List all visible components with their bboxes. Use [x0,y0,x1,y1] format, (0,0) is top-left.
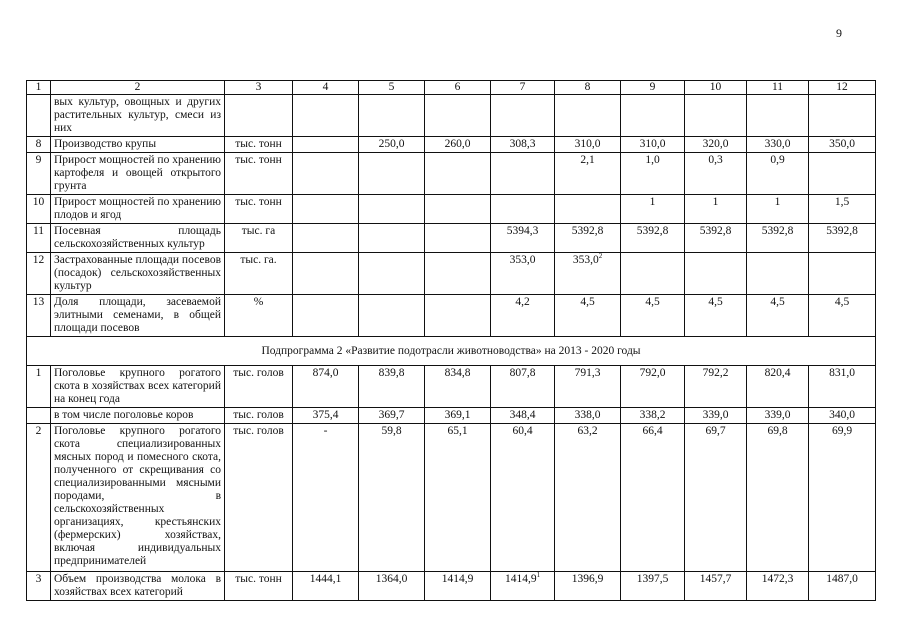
value-cell [425,366,491,408]
row-unit [225,95,293,137]
row-description: Посевная площадь сельскохозяйственных культур [51,224,225,253]
value-cell [555,95,621,137]
cell-value: 874,0 [312,367,339,379]
table-row [27,153,876,195]
row-number: 3 [27,572,51,601]
cell-value: 340,0 [829,409,855,421]
cell-value: 66,4 [642,425,663,437]
cell-value: 5392,8 [699,225,732,237]
value-cell [425,224,491,253]
header-cell: 8 [555,81,621,95]
cell-value: 4,5 [645,296,660,308]
header-cell: 10 [685,81,747,95]
value-cell [491,224,555,253]
value-cell [359,224,425,253]
header-cell: 1 [27,81,51,95]
value-cell [555,137,621,153]
table-row [27,424,876,572]
value-cell [359,295,425,337]
value-cell [425,153,491,195]
table-row [27,572,876,601]
value-cell [621,424,685,572]
value-cell [359,153,425,195]
value-cell [621,295,685,337]
indicators-table [26,80,876,601]
value-cell [621,137,685,153]
header-cell: 12 [809,81,876,95]
value-cell [293,295,359,337]
row-description: в том числе поголовье коров [51,408,225,424]
value-cell [809,408,876,424]
value-cell [359,424,425,572]
cell-value: 792,0 [639,367,666,379]
cell-value: 1 [712,196,719,208]
cell-value: 1 [774,196,781,208]
value-cell [747,408,809,424]
row-unit: тыс. га. [225,253,293,295]
value-cell [293,366,359,408]
cell-value: 375,4 [312,409,339,421]
cell-value: 350,0 [829,138,855,150]
value-cell [555,424,621,572]
value-cell [555,195,621,224]
value-cell [425,572,491,601]
value-cell [425,424,491,572]
row-number: 9 [27,153,51,195]
cell-value: 308,3 [509,138,536,150]
row-unit: % [225,295,293,337]
value-cell [685,153,747,195]
subprogram-title: Подпрограмма 2 «Развитие подотрасли животноводства» на 2013 - 2020 годы [27,337,876,366]
value-cell [293,195,359,224]
row-unit: тыс. тонн [225,195,293,224]
value-cell [621,572,685,601]
row-unit: тыс. га [225,224,293,253]
value-cell [621,153,685,195]
cell-value: 5392,8 [636,225,669,237]
value-cell [685,224,747,253]
value-cell [359,572,425,601]
cell-value: 60,4 [512,425,533,437]
value-cell [491,366,555,408]
value-cell [425,408,491,424]
cell-value: 1,0 [645,154,660,166]
value-cell [359,195,425,224]
row-number: 2 [27,424,51,572]
value-cell [555,253,621,295]
value-cell [747,95,809,137]
cell-value: 260,0 [444,138,471,150]
row-description: Прирост мощностей по хранению картофеля и овощей открытого грунта [51,153,225,195]
row-number: 12 [27,253,51,295]
value-cell [685,195,747,224]
value-cell [491,137,555,153]
cell-value: 1364,0 [375,573,408,585]
row-number [27,95,51,137]
cell-value: 1396,9 [571,573,604,585]
value-cell [621,253,685,295]
cell-value: 1414,9 [504,573,537,585]
value-cell [621,366,685,408]
value-cell [809,572,876,601]
footnote-marker: 1 [536,571,541,580]
value-cell [685,295,747,337]
cell-value: 339,0 [702,409,729,421]
value-cell [293,224,359,253]
row-description: Поголовье крупного рогатого скота в хозяйствах всех категорий на конец года [51,366,225,408]
row-description: Застрахованные площади посевов (посадок) сельскохозяйственных культур [51,253,225,295]
header-cell: 11 [747,81,809,95]
row-number: 11 [27,224,51,253]
row-unit: тыс. тонн [225,137,293,153]
cell-value: 338,2 [639,409,666,421]
value-cell [491,295,555,337]
cell-value: 1444,1 [309,573,342,585]
cell-value: 1457,7 [699,573,732,585]
value-cell [747,137,809,153]
table-row [27,366,876,408]
header-cell: 2 [51,81,225,95]
value-cell [293,572,359,601]
value-cell [293,153,359,195]
cell-value: 59,8 [381,425,402,437]
header-cell: 6 [425,81,491,95]
value-cell [685,572,747,601]
cell-value: 69,8 [767,425,788,437]
table-row [27,95,876,137]
header-cell: 7 [491,81,555,95]
table-row [27,195,876,224]
cell-value: 63,2 [577,425,598,437]
value-cell [555,295,621,337]
cell-value: 839,8 [378,367,405,379]
header-row [27,81,876,95]
cell-value: 831,0 [829,367,855,379]
value-cell [621,408,685,424]
value-cell [809,224,876,253]
cell-value: 338,0 [574,409,601,421]
row-number [27,408,51,424]
value-cell [359,253,425,295]
header-cell: 3 [225,81,293,95]
cell-value: 1414,9 [441,573,474,585]
value-cell [555,224,621,253]
header-cell: 9 [621,81,685,95]
cell-value: 4,5 [580,296,595,308]
page-number: 9 [836,26,842,40]
value-cell [293,408,359,424]
value-cell [293,424,359,572]
row-description: Объем производства молока в хозяйствах всех категорий [51,572,225,601]
value-cell [491,153,555,195]
value-cell [555,408,621,424]
value-cell [293,95,359,137]
value-cell [747,366,809,408]
cell-value: - [323,425,328,437]
value-cell [359,95,425,137]
value-cell [491,408,555,424]
value-cell [293,137,359,153]
cell-value: 791,3 [574,367,601,379]
row-number: 13 [27,295,51,337]
cell-value: 5392,8 [761,225,794,237]
value-cell [809,253,876,295]
value-cell [685,95,747,137]
table-row [27,224,876,253]
cell-value: 4,5 [708,296,723,308]
cell-value: 348,4 [509,409,536,421]
value-cell [809,137,876,153]
value-cell [685,253,747,295]
cell-value: 4,5 [770,296,785,308]
cell-value: 69,7 [705,425,726,437]
cell-value: 65,1 [447,425,468,437]
cell-value: 1472,3 [761,573,794,585]
value-cell [491,195,555,224]
table-row [27,295,876,337]
cell-value: 0,9 [770,154,785,166]
cell-value: 5392,8 [826,225,858,237]
row-unit: тыс. тонн [225,572,293,601]
cell-value: 2,1 [580,154,595,166]
cell-value: 369,1 [444,409,471,421]
cell-value: 834,8 [444,367,471,379]
value-cell [491,424,555,572]
cell-value: 807,8 [509,367,536,379]
value-cell [621,95,685,137]
value-cell [555,366,621,408]
value-cell [747,295,809,337]
value-cell [491,572,555,601]
value-cell [809,195,876,224]
value-cell [555,572,621,601]
value-cell [809,366,876,408]
cell-value: 69,9 [831,425,853,437]
value-cell [359,366,425,408]
header-cell: 4 [293,81,359,95]
row-description: вых культур, овощных и других растительных культур, смеси из них [51,95,225,137]
value-cell [359,408,425,424]
value-cell [747,153,809,195]
cell-value: 250,0 [378,138,405,150]
cell-value: 339,0 [764,409,791,421]
value-cell [747,424,809,572]
row-unit: тыс. голов [225,424,293,572]
value-cell [809,295,876,337]
cell-value: 353,0 [572,254,599,266]
cell-value: 4,2 [515,296,530,308]
value-cell [685,424,747,572]
cell-value: 1 [649,196,656,208]
table-row [27,253,876,295]
row-number: 10 [27,195,51,224]
cell-value: 0,3 [708,154,723,166]
row-number: 8 [27,137,51,153]
value-cell [491,95,555,137]
cell-value: 5394,3 [506,225,539,237]
value-cell [621,224,685,253]
value-cell [491,253,555,295]
header-cell: 5 [359,81,425,95]
row-description: Поголовье крупного рогатого скота специализированных мясных пород и помесного скота, полученного от скрещивания со специализированными мясными породами, в сельскохозяйственных организациях, крестьянских (фермерских) хозяйствах, включая индивидуальных предпринимателей [51,424,225,572]
row-description: Производство крупы [51,137,225,153]
value-cell [555,153,621,195]
table-row [27,137,876,153]
cell-value: 820,4 [764,367,791,379]
value-cell [809,95,876,137]
value-cell [685,137,747,153]
value-cell [425,95,491,137]
value-cell [359,137,425,153]
cell-value: 1,5 [834,196,850,208]
row-unit: тыс. голов [225,408,293,424]
cell-value: 792,2 [702,367,729,379]
value-cell [425,137,491,153]
value-cell [809,153,876,195]
value-cell [425,253,491,295]
cell-value: 4,5 [834,296,850,308]
row-description: Прирост мощностей по хранению плодов и ягод [51,195,225,224]
row-number: 1 [27,366,51,408]
value-cell [747,253,809,295]
cell-value: 330,0 [764,138,791,150]
cell-value: 5392,8 [571,225,604,237]
row-unit: тыс. голов [225,366,293,408]
value-cell [425,295,491,337]
value-cell [621,195,685,224]
value-cell [747,572,809,601]
cell-value: 310,0 [574,138,601,150]
row-unit: тыс. тонн [225,153,293,195]
table-row [27,408,876,424]
cell-value: 369,7 [378,409,405,421]
cell-value: 1487,0 [826,573,858,585]
value-cell [747,195,809,224]
cell-value: 310,0 [639,138,666,150]
value-cell [685,366,747,408]
value-cell [425,195,491,224]
cell-value: 1397,5 [636,573,669,585]
cell-value: 320,0 [702,138,729,150]
footnote-marker: 2 [598,252,603,261]
value-cell [685,408,747,424]
value-cell [293,253,359,295]
cell-value: 353,0 [509,254,536,266]
value-cell [809,424,876,572]
row-description: Доля площади, засеваемой элитными семенами, в общей площади посевов [51,295,225,337]
subprogram-row [27,337,876,366]
value-cell [747,224,809,253]
